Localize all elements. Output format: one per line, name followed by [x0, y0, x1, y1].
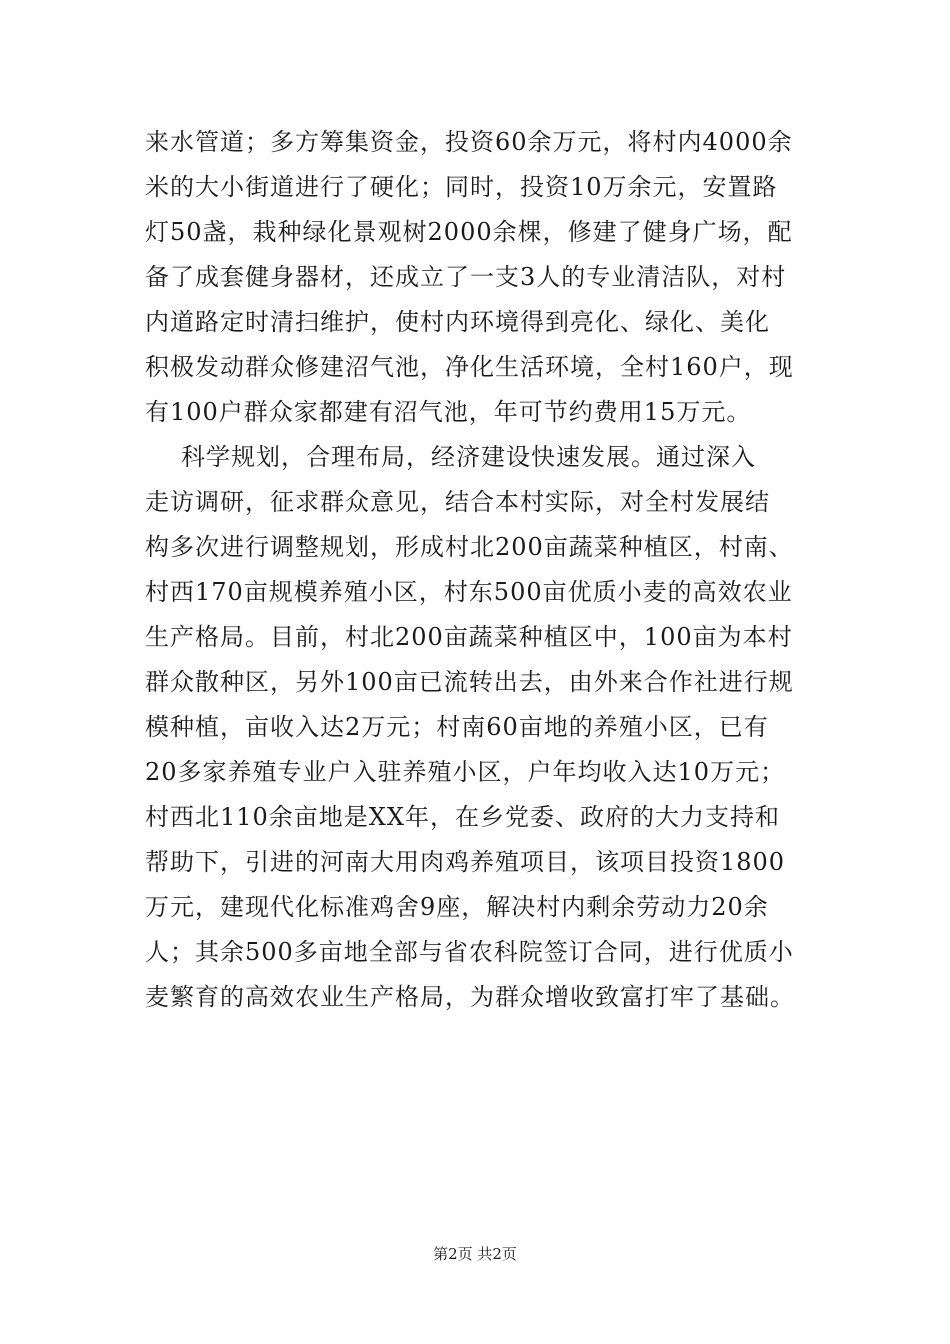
text-line: 生产格局。目前，村北200亩蔬菜种植区中，100亩为本村	[145, 623, 793, 651]
page-number-footer: 第2页 共2页	[433, 1245, 517, 1263]
text-line: 村西170亩规模养殖小区，村东500亩优质小麦的高效农业	[145, 578, 793, 606]
text-line: 20多家养殖专业户入驻养殖小区，户年均收入达10万元；	[145, 758, 786, 786]
text-line: 积极发动群众修建沼气池，净化生活环境，全村160户，现	[145, 353, 794, 381]
text-line: 内道路定时清扫维护，使村内环境得到亮化、绿化、美化	[145, 308, 770, 336]
text-line: 灯50盏，栽种绿化景观树2000余棵，修建了健身广场，配	[145, 218, 793, 246]
text-line: 来水管道；多方筹集资金，投资60余万元，将村内4000余	[145, 128, 793, 156]
text-line: 麦繁育的高效农业生产格局，为群众增收致富打牢了基础。	[145, 983, 795, 1011]
text-line: 模种植，亩收入达2万元；村南60亩地的养殖小区，已有	[145, 713, 769, 741]
text-line: 备了成套健身器材，还成立了一支3人的专业清洁队，对村	[145, 263, 787, 291]
paragraph-start-line: 科学规划，合理布局，经济建设快速发展。通过深入	[181, 443, 756, 471]
text-line: 人；其余500多亩地全部与省农科院签订合同，进行优质小	[145, 938, 794, 966]
document-body	[145, 120, 810, 1020]
text-line: 构多次进行调整规划，形成村北200亩蔬菜种植区，村南、	[145, 533, 794, 561]
text-line: 走访调研，征求群众意见，结合本村实际，对全村发展结	[145, 488, 770, 516]
text-line: 米的大小街道进行了硬化；同时，投资10万余元，安置路	[145, 173, 778, 201]
text-line: 群众散种区，另外100亩已流转出去，由外来合作社进行规	[145, 668, 794, 696]
text-line: 万元，建现代化标准鸡舍9座，解决村内剩余劳动力20余	[145, 893, 769, 921]
text-line: 有100户群众家都建有沼气池，年可节约费用15万元。	[145, 398, 752, 426]
text-line: 村西北110余亩地是XX年，在乡党委、政府的大力支持和	[145, 803, 780, 831]
text-line: 帮助下，引进的河南大用肉鸡养殖项目，该项目投资1800	[145, 848, 786, 876]
